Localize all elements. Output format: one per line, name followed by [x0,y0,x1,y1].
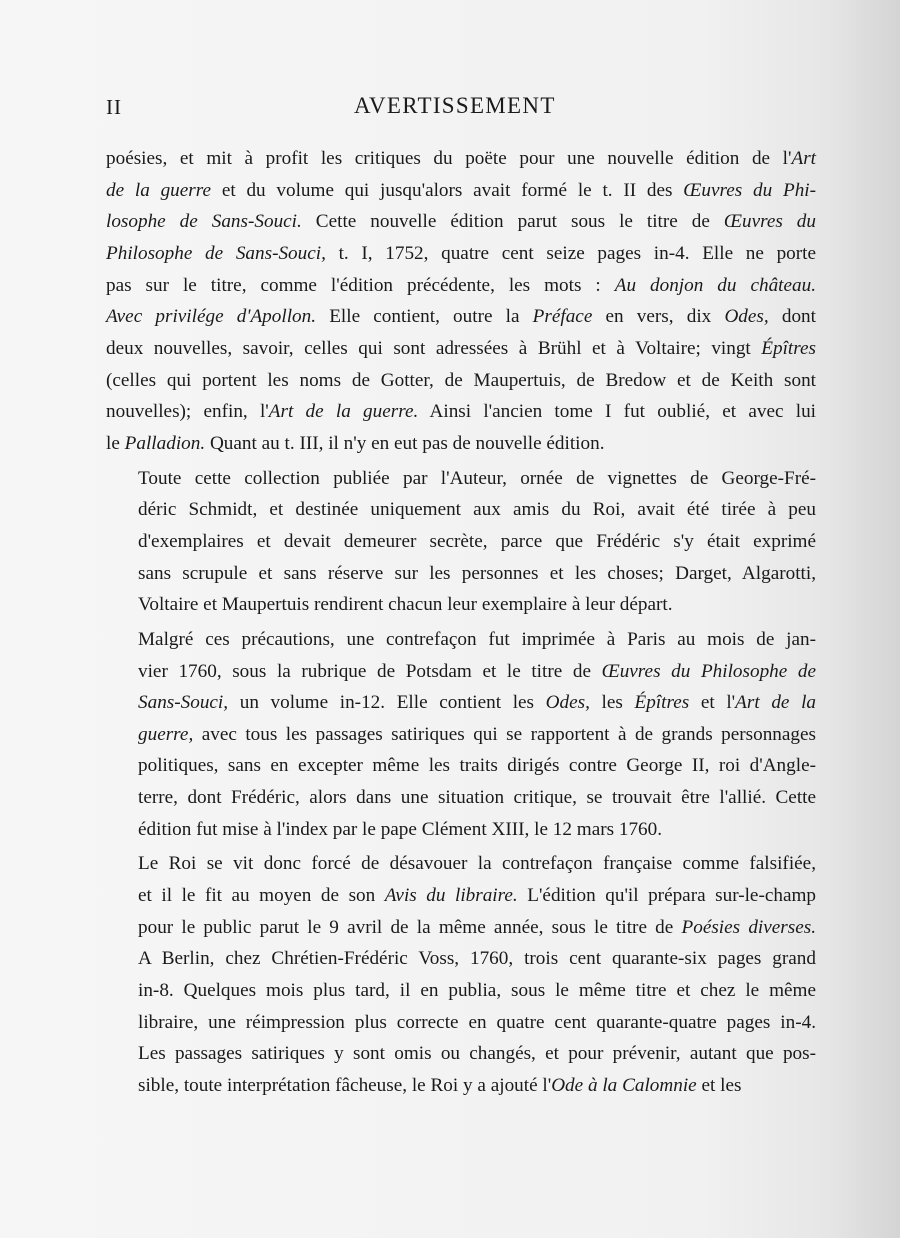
text-run: (celles qui portent les noms de Gotter, de Maupertuis, de Bredow et de Keith sont [106,369,816,391]
text-run: terre, dont Frédéric, alors dans une situation critique, se trouvait être l'allié. Cette [138,787,816,809]
running-title: AVERTISSEMENT [354,93,556,118]
text-line [106,175,816,207]
text-run: Voltaire et Maupertuis rendirent chacun leur exemplaire à leur départ. [138,594,673,616]
text-line [106,396,816,428]
italic-title: Œuvres du Phi- [683,179,817,201]
italic-title: Préface [532,306,593,328]
text-line [106,365,816,397]
text-run: A Berlin, chez Chrétien-Frédéric Voss, 1760, trois cent quarante-six pages grand [138,948,816,970]
text-run: L'édition qu'il prépara sur-le-champ [517,885,816,907]
text-line [106,526,816,558]
paragraph [106,848,816,1101]
text-line [106,333,816,365]
text-run: et il le fit au moyen de son [138,885,385,907]
italic-title: Œuvres du [723,211,816,233]
text-line [106,975,816,1007]
italic-title: de la guerre [106,179,212,201]
text-run: pas sur le titre, comme l'édition précédente, les mots : [106,274,615,296]
text-line [106,912,816,944]
text-line [106,687,816,719]
italic-title: Odes, [724,306,769,328]
italic-title: Art de la [735,692,816,714]
text-run: pour le public parut le 9 avril de la même année, sous le titre de [138,916,682,938]
text-line [106,943,816,975]
text-run: les [589,692,635,714]
text-run: Ainsi l'ancien tome I fut oublié, et avec lui [418,401,816,423]
italic-title: Avec privilége d'Apollon. [106,306,317,328]
text-run: nouvelles); enfin, l' [106,401,269,423]
text-run: vier 1760, sous la rubrique de Potsdam et le titre de [138,660,602,682]
text-run: Cette nouvelle édition parut sous le titre de [301,211,724,233]
italic-title: guerre, [138,723,194,745]
italic-title: Art de la guerre. [268,401,419,423]
text-run: t. I, 1752, quatre cent seize pages in-4. Elle ne porte [325,242,816,264]
italic-title: Épîtres [634,692,690,714]
text-run: le [106,432,125,454]
text-run: poésies, et mit à profit les critiques du poëte pour une nouvelle édition de l' [106,148,792,169]
text-run: déric Schmidt, et destinée uniquement aux amis du Roi, avait été tirée à peu [138,499,816,521]
italic-title: Odes, [545,692,590,714]
italic-title: Philosophe de Sans-Souci, [106,242,326,264]
text-line [106,719,816,751]
text-run: et les [696,1075,742,1097]
italic-title: Palladion. [124,432,206,454]
text-run: en vers, dix [592,306,725,328]
italic-title: Avis du libraire. [384,885,518,907]
text-line [106,1038,816,1070]
paragraph [106,463,816,621]
text-line [106,494,816,526]
text-line [106,656,816,688]
italic-title: Au donjon du château. [614,274,816,296]
text-run: Les passages satiriques y sont omis ou changés, et pour prévenir, autant que pos- [138,1043,816,1065]
page-number: II [106,95,122,119]
paragraph [106,143,816,460]
text-run: Malgré ces précautions, une contrefaçon fut imprimée à Paris au mois de jan- [138,628,816,650]
text-run: édition fut mise à l'index par le pape Clément XIII, le 12 mars 1760. [138,818,663,840]
text-line [106,624,816,656]
text-run: Elle contient, outre la [316,306,533,328]
text-run: Quant au t. III, il n'y en eut pas de nouvelle édition. [205,432,605,454]
italic-title: Poésies diverses. [681,916,816,938]
italic-title: losophe de Sans-Souci. [106,211,302,233]
text-line [106,782,816,814]
text-run: in-8. Quelques mois plus tard, il en publia, sous le même titre et chez le même [138,980,816,1002]
text-line [106,814,816,846]
text-run: dont [768,306,816,328]
page-header [0,93,900,123]
text-run: et du volume qui jusqu'alors avait formé le t. II des [211,179,684,201]
text-run: Le Roi se vit donc forcé de désavouer la contrefaçon française comme falsifiée, [138,853,816,875]
text-run: sible, toute interprétation fâcheuse, le Roi y a ajouté l' [138,1075,552,1097]
text-run: politiques, sans en excepter même les traits dirigés contre George II, roi d'Angle- [138,755,816,777]
text-line [106,1007,816,1039]
text-line [106,750,816,782]
text-line [106,206,816,238]
text-run: sans scrupule et sans réserve sur les personnes et les choses; Darget, Algarotti, [138,562,816,584]
italic-title: Œuvres du Philosophe de [601,660,816,682]
text-line [106,428,816,460]
text-run: un volume in-12. Elle contient les [228,692,546,714]
body-text [106,143,816,1102]
text-line [106,270,816,302]
text-line [106,238,816,270]
text-line [106,301,816,333]
text-line [106,880,816,912]
text-line [106,589,816,621]
text-run: Toute cette collection publiée par l'Auteur, ornée de vignettes de George-Fré- [138,467,816,489]
text-line [106,143,816,175]
text-run: avec tous les passages satiriques qui se rapportent à de grands personnages [193,723,816,745]
italic-title: Ode à la Calomnie [551,1075,697,1097]
text-line [106,1070,816,1102]
text-run: deux nouvelles, savoir, celles qui sont adressées à Brühl et à Voltaire; vingt [106,337,762,359]
paragraph [106,624,816,846]
italic-title: Art [791,148,816,169]
text-line [106,848,816,880]
text-run: libraire, une réimpression plus correcte en quatre cent quarante-quatre pages in-4. [138,1011,816,1033]
text-line [106,463,816,495]
italic-title: Épîtres [761,337,816,359]
text-run: d'exemplaires et devait demeurer secrète, parce que Frédéric s'y était exprimé [138,530,816,552]
italic-title: Sans-Souci, [138,692,229,714]
text-run: et l' [689,692,736,714]
text-line [106,558,816,590]
